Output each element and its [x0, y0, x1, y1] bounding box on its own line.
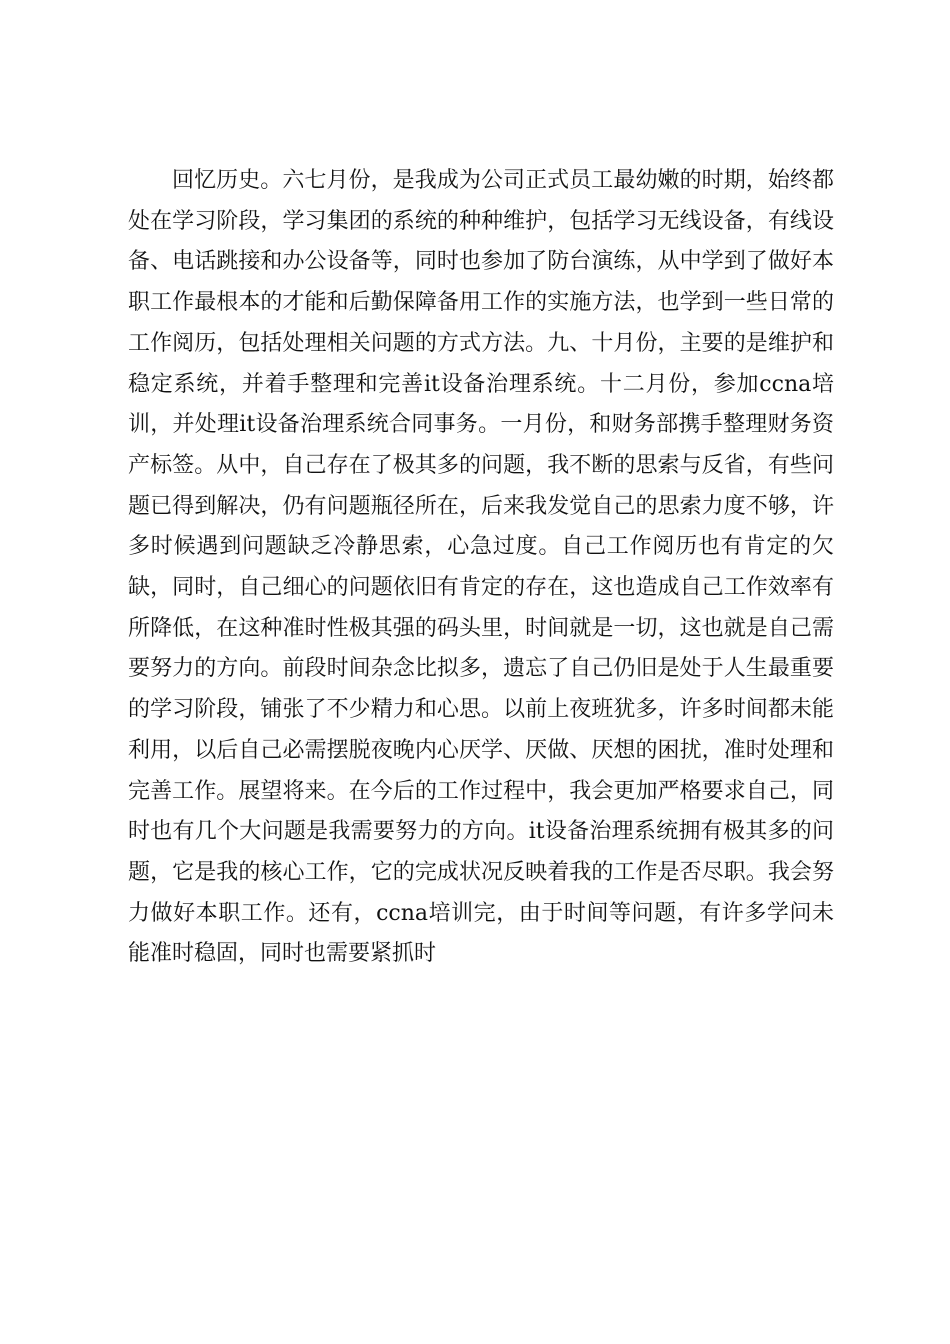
body-paragraph: 回忆历史。六七月份，是我成为公司正式员工最幼嫩的时期，始终都处在学习阶段，学习集团的系统的种种维护，包括学习无线设备，有线设备、电话跳接和办公设备等，同时也参加了防台演练，从中学到了做好本职工作最根本的才能和后勤保障备用工作的实施方法，也学到一些日常的工作阅历，包括处理相关问题的方式方法。九、十月份，主要的是维护和稳定系统，并着手整理和完善it设备治理系统。十二月份，参加ccna培训，并处理it设备治理系统合同事务。一月份，和财务部携手整理财务资产标签。从中，自己存在了极其多的问题，我不断的思索与反省，有些问题已得到解决，仍有问题瓶径所在，后来我发觉自己的思索力度不够，许多时候遇到问题缺乏冷静思索，心急过度。自己工作阅历也有肯定的欠缺，同时，自己细心的问题依旧有肯定的存在，这也造成自己工作效率有所降低，在这种准时性极其强的码头里，时间就是一切，这也就是自己需要努力的方向。前段时间杂念比拟多，遗忘了自己仍旧是处于人生最重要的学习阶段，铺张了不少精力和心思。以前上夜班犹多，许多时间都未能利用，以后自己必需摆脱夜晚内心厌学、厌做、厌想的困扰，准时处理和完善工作。展望将来。在今后的工作过程中，我会更加严格要求自己，同时也有几个大问题是我需要努力的方向。it设备治理系统拥有极其多的问题，它是我的核心工作，它的完成状况反映着我的工作是否尽职。我会努力做好本职工作。还有，ccna培训完，由于时间等问题，有许多学问未能准时稳固，同时也需要紧抓时 [128, 168, 834, 967]
